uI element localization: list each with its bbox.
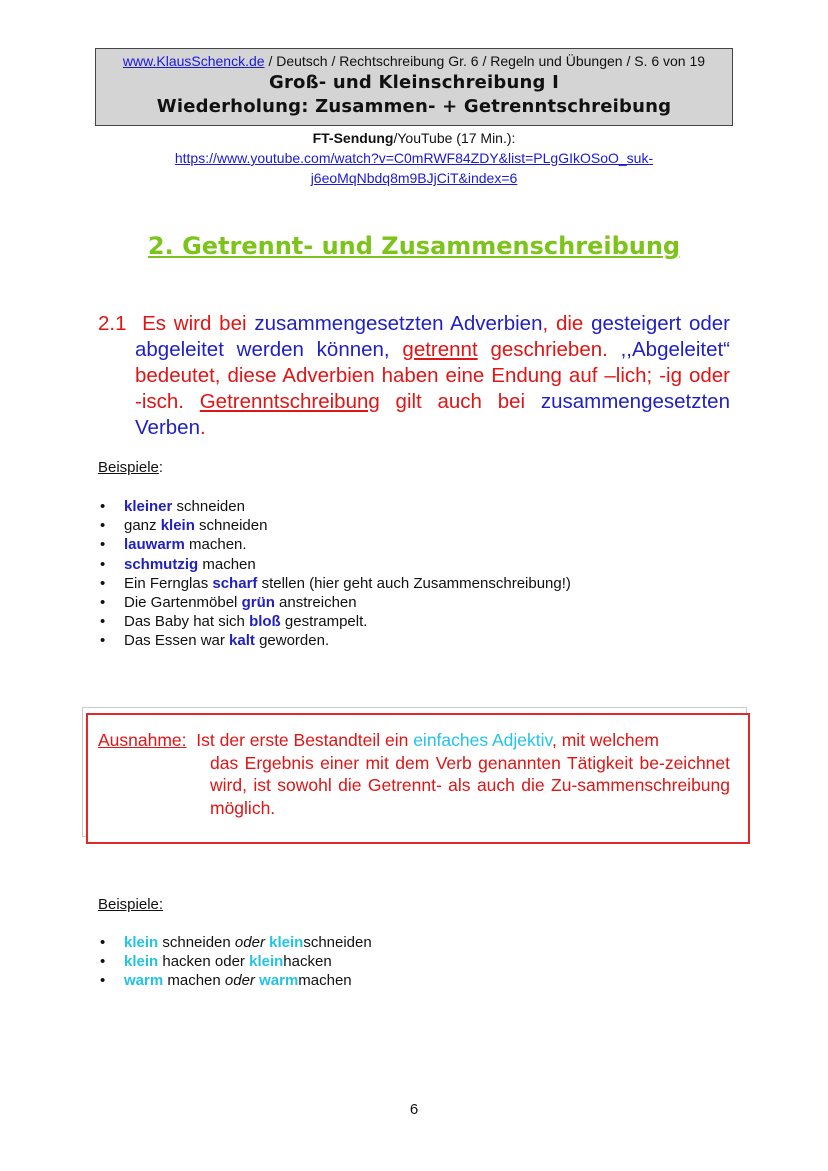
ft-label-rest: /YouTube (17 Min.): xyxy=(393,130,516,146)
rule-text: gilt auch bei xyxy=(395,390,526,413)
header-subtitle: Wiederholung: Zusammen- + Getrenntschreibung xyxy=(156,96,672,117)
examples-list xyxy=(98,497,571,651)
youtube-link-line1[interactable]: https://www.youtube.com/watch?v=C0mRWF84ZDY&list=PLgGIkOSoO_suk- xyxy=(174,150,654,166)
exception-text-rest: das Ergebnis einer mit dem Verb genannten Tätigkeit be-zeichnet wird, ist sowohl die Getrennt- als auch die Zu-sammenschreibung möglich. xyxy=(210,752,730,818)
ft-label: FT-Sendung xyxy=(312,130,394,146)
list-item: • Ein Fernglas scharf stellen (hier geht auch Zusammenschreibung!) xyxy=(98,574,571,593)
rule-text: die xyxy=(555,312,584,335)
ft-label-line xyxy=(0,128,828,148)
rule-keyword-getrenntschreibung: Getrenntschreibung xyxy=(199,390,380,413)
examples-label-colon: : xyxy=(158,459,164,476)
list-item: • kleiner schneiden xyxy=(98,497,571,516)
list-item: • lauwarm machen. xyxy=(98,535,571,554)
youtube-link-line2[interactable]: j6eoMqNbdq8m9BJjCiT&index=6 xyxy=(310,170,518,186)
exception-text-part: Ist der erste Bestandteil ein xyxy=(196,730,409,750)
list-item: • schmutzig machen xyxy=(98,555,571,574)
header-breadcrumb-line xyxy=(96,53,732,69)
section-title: 2. Getrennt- und Zusammenschreibung xyxy=(147,232,681,260)
list-item: • Das Baby hat sich bloß gestrampelt. xyxy=(98,612,571,631)
page-header xyxy=(95,48,733,126)
rule-text: . xyxy=(199,416,206,439)
examples2-label: Beispiele: xyxy=(98,896,164,913)
rule-text: Es wird bei xyxy=(142,312,247,335)
examples-label-text: Beispiele xyxy=(98,459,159,476)
rule-number: 2.1 xyxy=(98,312,127,335)
rule-text: geschrieben. xyxy=(490,338,608,361)
examples2-list xyxy=(98,933,372,991)
list-item: • Das Essen war kalt geworden. xyxy=(98,631,571,650)
exception-label: Ausnahme: xyxy=(98,730,187,750)
exception-text-part: , mit welchem xyxy=(552,730,659,750)
ft-source xyxy=(0,128,828,188)
rule-keyword: zusammengesetzten Verben xyxy=(135,390,730,439)
rule-text: , xyxy=(542,312,549,335)
list-item: • klein schneiden oder kleinschneiden xyxy=(98,933,372,952)
list-item: • klein hacken oder kleinhacken xyxy=(98,952,372,971)
site-link[interactable]: www.KlausSchenck.de xyxy=(122,53,265,69)
list-item: • Die Gartenmöbel grün anstreichen xyxy=(98,593,571,612)
examples-label xyxy=(98,459,163,476)
rule-text: bedeutet, diese Adverbien haben eine Endung auf –lich; -ig oder -isch. xyxy=(135,364,730,413)
rule-2-1 xyxy=(98,311,730,441)
exception-text xyxy=(98,729,730,819)
header-title: Groß- und Kleinschreibung I xyxy=(268,72,559,93)
page-number: 6 xyxy=(409,1101,419,1118)
rule-keyword-getrennt: getrennt xyxy=(402,338,478,361)
exception-keyword: einfaches Adjektiv xyxy=(413,730,552,750)
rule-keyword: zusammengesetzten Adverbien xyxy=(254,312,543,335)
rule-text: gesteigert oder abgeleitet werden können, xyxy=(135,312,730,361)
breadcrumb: / Deutsch / Rechtschreibung Gr. 6 / Regeln und Übungen / S. 6 von 19 xyxy=(264,53,706,69)
list-item: • warm machen oder warmmachen xyxy=(98,971,372,990)
list-item: • ganz klein schneiden xyxy=(98,516,571,535)
rule-text: ,,Abgeleitet“ xyxy=(620,338,731,361)
